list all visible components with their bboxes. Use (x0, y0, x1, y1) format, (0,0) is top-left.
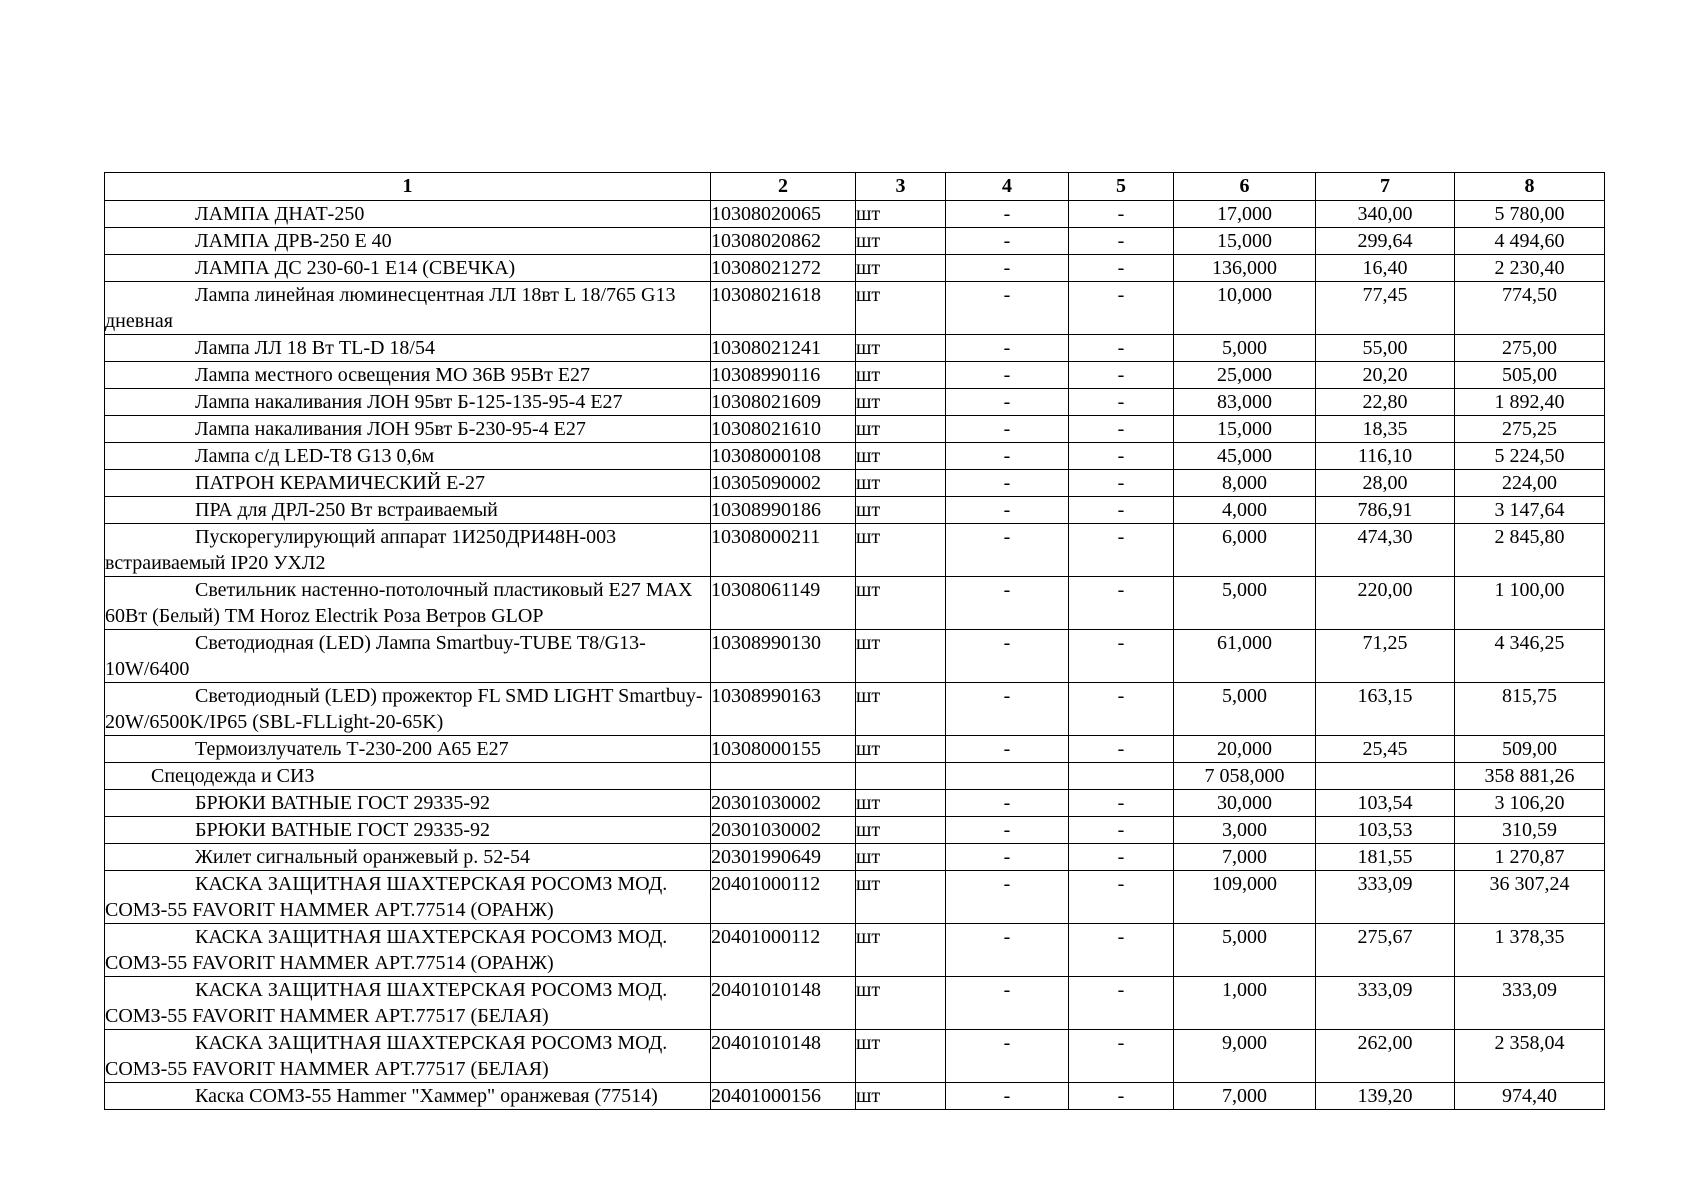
item-name: Лампа линейная люминесцентная ЛЛ 18вт L 18/765 G13 дневная (105, 284, 676, 332)
sum-cell: 333,09 (1455, 977, 1605, 1030)
code-cell: 10308021618 (711, 282, 856, 335)
table-row (105, 844, 1605, 871)
col4-cell: - (946, 1030, 1069, 1083)
table-row (105, 630, 1605, 683)
item-name: ЛАМПА ДС 230-60-1 Е14 (СВЕЧКА) (195, 257, 516, 279)
col5-cell: - (1069, 255, 1174, 282)
column-header: 4 (946, 173, 1069, 201)
price-cell: 28,00 (1316, 470, 1455, 497)
item-name: ЛАМПА ДНАТ-250 (195, 203, 365, 225)
price-cell: 786,91 (1316, 497, 1455, 524)
item-name-cell (105, 497, 711, 524)
price-cell: 18,35 (1316, 416, 1455, 443)
col4-cell: - (946, 790, 1069, 817)
code-cell: 10308061149 (711, 577, 856, 630)
unit-cell: шт (856, 228, 946, 255)
item-name: ПРА для ДРЛ-250 Вт встраиваемый (195, 499, 498, 521)
table-row (105, 416, 1605, 443)
unit-cell: шт (856, 497, 946, 524)
col5-cell (1069, 763, 1174, 790)
col4-cell: - (946, 282, 1069, 335)
qty-cell: 4,000 (1174, 497, 1316, 524)
code-cell: 10308020862 (711, 228, 856, 255)
table-row (105, 977, 1605, 1030)
price-cell: 20,20 (1316, 362, 1455, 389)
item-name: КАСКА ЗАЩИТНАЯ ШАХТЕРСКАЯ РОСОМЗ МОД. СОМЗ-55 FAVORIT HAMMER АРТ.77514 (ОРАНЖ) (105, 873, 668, 921)
column-header: 2 (711, 173, 856, 201)
sum-cell: 358 881,26 (1455, 763, 1605, 790)
sum-cell: 3 147,64 (1455, 497, 1605, 524)
col5-cell: - (1069, 977, 1174, 1030)
price-cell: 25,45 (1316, 736, 1455, 763)
qty-cell: 83,000 (1174, 389, 1316, 416)
table-row (105, 577, 1605, 630)
col5-cell: - (1069, 470, 1174, 497)
table-row (105, 443, 1605, 470)
col4-cell: - (946, 389, 1069, 416)
item-name-cell (105, 389, 711, 416)
code-cell: 10308990130 (711, 630, 856, 683)
qty-cell: 5,000 (1174, 683, 1316, 736)
col5-cell: - (1069, 790, 1174, 817)
col5-cell: - (1069, 228, 1174, 255)
item-name: Лампа с/д LED-T8 G13 0,6м (195, 445, 435, 467)
col4-cell: - (946, 736, 1069, 763)
col5-cell: - (1069, 1083, 1174, 1110)
col5-cell: - (1069, 524, 1174, 577)
sum-cell: 3 106,20 (1455, 790, 1605, 817)
item-name: ЛАМПА ДРВ-250 Е 40 (195, 230, 392, 252)
sum-cell: 5 780,00 (1455, 201, 1605, 228)
price-cell (1316, 763, 1455, 790)
sum-cell: 509,00 (1455, 736, 1605, 763)
table-row (105, 201, 1605, 228)
qty-cell: 7,000 (1174, 844, 1316, 871)
table-row (105, 228, 1605, 255)
sum-cell: 505,00 (1455, 362, 1605, 389)
col4-cell: - (946, 871, 1069, 924)
column-header: 6 (1174, 173, 1316, 201)
col4-cell: - (946, 497, 1069, 524)
table-row (105, 790, 1605, 817)
table-row (105, 1083, 1605, 1110)
sum-cell: 4 494,60 (1455, 228, 1605, 255)
sum-cell: 36 307,24 (1455, 871, 1605, 924)
qty-cell: 10,000 (1174, 282, 1316, 335)
table-row (105, 389, 1605, 416)
item-name-cell (105, 416, 711, 443)
item-name: Светодиодный (LED) прожектор FL SMD LIGHT Smartbuy-20W/6500K/IP65 (SBL-FLLight-20-65K) (105, 685, 703, 733)
code-cell: 10308021272 (711, 255, 856, 282)
qty-cell: 17,000 (1174, 201, 1316, 228)
col4-cell: - (946, 228, 1069, 255)
qty-cell: 136,000 (1174, 255, 1316, 282)
unit-cell: шт (856, 362, 946, 389)
price-cell: 220,00 (1316, 577, 1455, 630)
unit-cell: шт (856, 736, 946, 763)
sum-cell: 4 346,25 (1455, 630, 1605, 683)
col4-cell: - (946, 362, 1069, 389)
sum-cell: 275,00 (1455, 335, 1605, 362)
col4-cell: - (946, 577, 1069, 630)
price-cell: 181,55 (1316, 844, 1455, 871)
table-row (105, 524, 1605, 577)
col5-cell: - (1069, 844, 1174, 871)
table-body (105, 201, 1605, 1110)
item-name-cell (105, 201, 711, 228)
item-name-cell (105, 683, 711, 736)
price-cell: 22,80 (1316, 389, 1455, 416)
table-row (105, 924, 1605, 977)
sum-cell: 1 892,40 (1455, 389, 1605, 416)
code-cell: 10308020065 (711, 201, 856, 228)
unit-cell (856, 763, 946, 790)
col5-cell: - (1069, 924, 1174, 977)
price-cell: 116,10 (1316, 443, 1455, 470)
qty-cell: 20,000 (1174, 736, 1316, 763)
qty-cell: 45,000 (1174, 443, 1316, 470)
col5-cell: - (1069, 335, 1174, 362)
column-header: 5 (1069, 173, 1174, 201)
table-row (105, 497, 1605, 524)
unit-cell: шт (856, 577, 946, 630)
group-name-cell (105, 763, 711, 790)
table-row (105, 871, 1605, 924)
item-name-cell (105, 228, 711, 255)
item-name-cell (105, 335, 711, 362)
qty-cell: 7 058,000 (1174, 763, 1316, 790)
inventory-table (104, 172, 1605, 1110)
item-name: Пускорегулирующий аппарат 1И250ДРИ48Н-003 встраиваемый IP20 УХЛ2 (105, 526, 617, 574)
col4-cell: - (946, 630, 1069, 683)
unit-cell: шт (856, 335, 946, 362)
sum-cell: 1 100,00 (1455, 577, 1605, 630)
qty-cell: 9,000 (1174, 1030, 1316, 1083)
item-name: Лампа местного освещения МО 36В 95Вт Е27 (195, 364, 591, 386)
table-row (105, 736, 1605, 763)
code-cell: 10305090002 (711, 470, 856, 497)
col4-cell: - (946, 844, 1069, 871)
code-cell: 10308021610 (711, 416, 856, 443)
table-row (105, 255, 1605, 282)
sum-cell: 974,40 (1455, 1083, 1605, 1110)
qty-cell: 7,000 (1174, 1083, 1316, 1110)
code-cell: 20301030002 (711, 817, 856, 844)
item-name-cell (105, 871, 711, 924)
item-name: Жилет сигнальный оранжевый р. 52-54 (195, 846, 530, 868)
price-cell: 77,45 (1316, 282, 1455, 335)
col4-cell: - (946, 335, 1069, 362)
item-name-cell (105, 1083, 711, 1110)
price-cell: 16,40 (1316, 255, 1455, 282)
table-row (105, 683, 1605, 736)
group-name: Спецодежда и СИЗ (151, 765, 315, 787)
sum-cell: 815,75 (1455, 683, 1605, 736)
unit-cell: шт (856, 844, 946, 871)
code-cell: 10308021609 (711, 389, 856, 416)
item-name-cell (105, 577, 711, 630)
item-name-cell (105, 255, 711, 282)
col4-cell: - (946, 443, 1069, 470)
qty-cell: 8,000 (1174, 470, 1316, 497)
col5-cell: - (1069, 736, 1174, 763)
col5-cell: - (1069, 443, 1174, 470)
sum-cell: 5 224,50 (1455, 443, 1605, 470)
unit-cell: шт (856, 817, 946, 844)
code-cell: 10308000108 (711, 443, 856, 470)
item-name-cell (105, 470, 711, 497)
table-row (105, 817, 1605, 844)
table-row (105, 1030, 1605, 1083)
col5-cell: - (1069, 416, 1174, 443)
sum-cell: 2 230,40 (1455, 255, 1605, 282)
price-cell: 139,20 (1316, 1083, 1455, 1110)
col4-cell: - (946, 924, 1069, 977)
code-cell: 20301990649 (711, 844, 856, 871)
sum-cell: 275,25 (1455, 416, 1605, 443)
item-name: Термоизлучатель Т-230-200 А65 Е27 (195, 738, 509, 760)
column-header: 1 (105, 173, 711, 201)
group-row (105, 763, 1605, 790)
code-cell: 10308000211 (711, 524, 856, 577)
item-name: Светильник настенно-потолочный пластиковый Е27 MAX 60Вт (Белый) TM Horoz Electrik Роза Ветров GLOP (105, 579, 693, 627)
item-name: КАСКА ЗАЩИТНАЯ ШАХТЕРСКАЯ РОСОМЗ МОД. СОМЗ-55 FAVORIT HAMMER АРТ.77514 (ОРАНЖ) (105, 926, 668, 974)
code-cell: 10308021241 (711, 335, 856, 362)
col4-cell: - (946, 255, 1069, 282)
code-cell: 10308990116 (711, 362, 856, 389)
item-name: Каска СОМЗ-55 Hammer "Хаммер" оранжевая (77514) (195, 1085, 658, 1107)
unit-cell: шт (856, 924, 946, 977)
unit-cell: шт (856, 790, 946, 817)
unit-cell: шт (856, 1030, 946, 1083)
col4-cell: - (946, 470, 1069, 497)
code-cell: 20301030002 (711, 790, 856, 817)
item-name: Светодиодная (LED) Лампа Smartbuy-TUBE T8/G13-10W/6400 (105, 632, 646, 680)
qty-cell: 15,000 (1174, 228, 1316, 255)
col5-cell: - (1069, 871, 1174, 924)
item-name: БРЮКИ ВАТНЫЕ ГОСТ 29335-92 (195, 792, 490, 814)
item-name-cell (105, 1030, 711, 1083)
code-cell: 20401010148 (711, 1030, 856, 1083)
price-cell: 262,00 (1316, 1030, 1455, 1083)
col5-cell: - (1069, 630, 1174, 683)
unit-cell: шт (856, 630, 946, 683)
code-cell: 20401000156 (711, 1083, 856, 1110)
code-cell: 20401000112 (711, 871, 856, 924)
col5-cell: - (1069, 282, 1174, 335)
price-cell: 103,54 (1316, 790, 1455, 817)
sum-cell: 2 358,04 (1455, 1030, 1605, 1083)
price-cell: 103,53 (1316, 817, 1455, 844)
table-row (105, 282, 1605, 335)
code-cell: 10308990163 (711, 683, 856, 736)
unit-cell: шт (856, 201, 946, 228)
code-cell: 10308990186 (711, 497, 856, 524)
unit-cell: шт (856, 871, 946, 924)
price-cell: 55,00 (1316, 335, 1455, 362)
unit-cell: шт (856, 524, 946, 577)
table-row (105, 470, 1605, 497)
price-cell: 333,09 (1316, 977, 1455, 1030)
item-name: ПАТРОН КЕРАМИЧЕСКИЙ Е-27 (195, 472, 486, 494)
item-name-cell (105, 924, 711, 977)
price-cell: 474,30 (1316, 524, 1455, 577)
price-cell: 299,64 (1316, 228, 1455, 255)
item-name-cell (105, 817, 711, 844)
unit-cell: шт (856, 416, 946, 443)
col4-cell: - (946, 201, 1069, 228)
qty-cell: 6,000 (1174, 524, 1316, 577)
item-name-cell (105, 790, 711, 817)
code-cell: 20401010148 (711, 977, 856, 1030)
sum-cell: 1 378,35 (1455, 924, 1605, 977)
unit-cell: шт (856, 683, 946, 736)
unit-cell: шт (856, 443, 946, 470)
column-header: 8 (1455, 173, 1605, 201)
qty-cell: 30,000 (1174, 790, 1316, 817)
item-name: БРЮКИ ВАТНЫЕ ГОСТ 29335-92 (195, 819, 490, 841)
col4-cell: - (946, 683, 1069, 736)
item-name-cell (105, 282, 711, 335)
unit-cell: шт (856, 389, 946, 416)
col4-cell: - (946, 524, 1069, 577)
qty-cell: 109,000 (1174, 871, 1316, 924)
qty-cell: 61,000 (1174, 630, 1316, 683)
item-name: Лампа ЛЛ 18 Вт TL-D 18/54 (195, 337, 435, 359)
unit-cell: шт (856, 977, 946, 1030)
qty-cell: 1,000 (1174, 977, 1316, 1030)
qty-cell: 5,000 (1174, 577, 1316, 630)
column-header: 7 (1316, 173, 1455, 201)
sum-cell: 1 270,87 (1455, 844, 1605, 871)
unit-cell: шт (856, 255, 946, 282)
unit-cell: шт (856, 282, 946, 335)
sum-cell: 774,50 (1455, 282, 1605, 335)
item-name-cell (105, 362, 711, 389)
price-cell: 71,25 (1316, 630, 1455, 683)
item-name: Лампа накаливания ЛОН 95вт Б-230-95-4 Е27 (195, 418, 586, 440)
item-name-cell (105, 443, 711, 470)
price-cell: 163,15 (1316, 683, 1455, 736)
col5-cell: - (1069, 389, 1174, 416)
qty-cell: 3,000 (1174, 817, 1316, 844)
item-name-cell (105, 630, 711, 683)
item-name: КАСКА ЗАЩИТНАЯ ШАХТЕРСКАЯ РОСОМЗ МОД. СОМЗ-55 FAVORIT HAMMER АРТ.77517 (БЕЛАЯ) (105, 1032, 668, 1080)
col5-cell: - (1069, 201, 1174, 228)
table-row (105, 362, 1605, 389)
price-cell: 333,09 (1316, 871, 1455, 924)
col5-cell: - (1069, 497, 1174, 524)
code-cell (711, 763, 856, 790)
item-name-cell (105, 736, 711, 763)
qty-cell: 5,000 (1174, 924, 1316, 977)
qty-cell: 5,000 (1174, 335, 1316, 362)
sum-cell: 224,00 (1455, 470, 1605, 497)
item-name: КАСКА ЗАЩИТНАЯ ШАХТЕРСКАЯ РОСОМЗ МОД. СОМЗ-55 FAVORIT HAMMER АРТ.77517 (БЕЛАЯ) (105, 979, 668, 1027)
col4-cell: - (946, 416, 1069, 443)
column-header: 3 (856, 173, 946, 201)
col5-cell: - (1069, 362, 1174, 389)
item-name: Лампа накаливания ЛОН 95вт Б-125-135-95-4 Е27 (195, 391, 623, 413)
unit-cell: шт (856, 470, 946, 497)
col4-cell: - (946, 977, 1069, 1030)
sum-cell: 310,59 (1455, 817, 1605, 844)
item-name-cell (105, 844, 711, 871)
sum-cell: 2 845,80 (1455, 524, 1605, 577)
code-cell: 10308000155 (711, 736, 856, 763)
col4-cell: - (946, 1083, 1069, 1110)
table-row (105, 335, 1605, 362)
price-cell: 340,00 (1316, 201, 1455, 228)
unit-cell: шт (856, 1083, 946, 1110)
col4-cell: - (946, 817, 1069, 844)
col5-cell: - (1069, 1030, 1174, 1083)
code-cell: 20401000112 (711, 924, 856, 977)
qty-cell: 25,000 (1174, 362, 1316, 389)
col5-cell: - (1069, 817, 1174, 844)
price-cell: 275,67 (1316, 924, 1455, 977)
item-name-cell (105, 524, 711, 577)
item-name-cell (105, 977, 711, 1030)
col4-cell (946, 763, 1069, 790)
col5-cell: - (1069, 683, 1174, 736)
qty-cell: 15,000 (1174, 416, 1316, 443)
header-row (105, 173, 1605, 201)
col5-cell: - (1069, 577, 1174, 630)
